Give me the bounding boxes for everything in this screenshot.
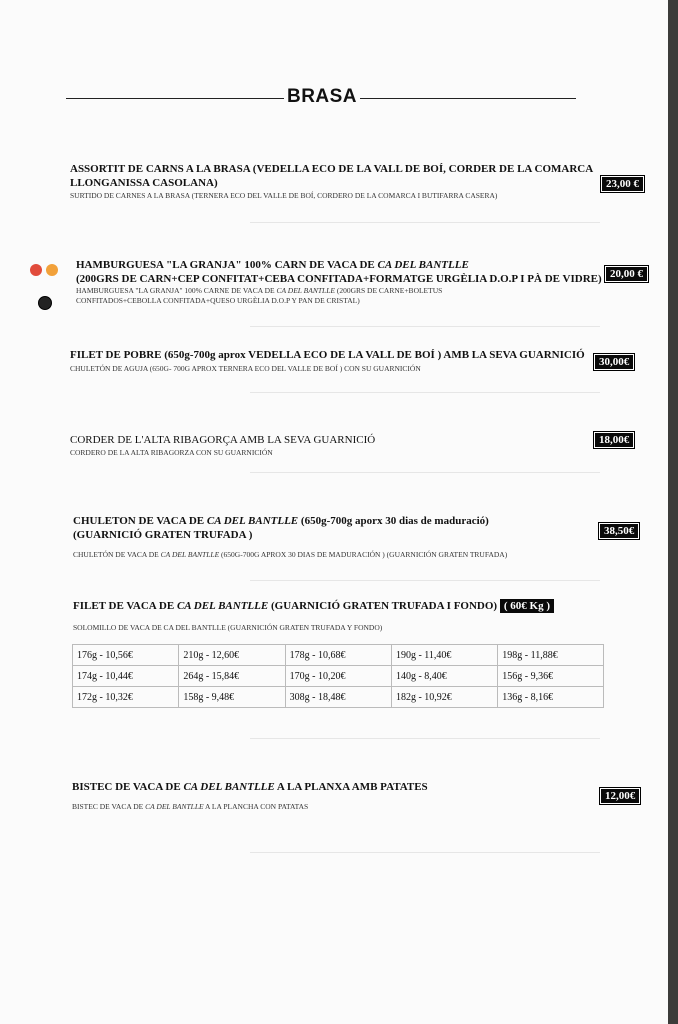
divider [250, 326, 600, 327]
desc-brand: CA DEL BANTLLE [276, 286, 335, 295]
allergen-red-icon [30, 264, 42, 276]
price-badge: 20,00 € [605, 266, 648, 282]
desc-part: CHULETÓN DE VACA DE [73, 550, 161, 559]
item-name-part: (650g-700g aporx 30 dias de maduració) [298, 515, 489, 527]
menu-item-bistec [72, 780, 642, 812]
table-cell: 198g - 11,88€ [498, 645, 604, 666]
section-header [66, 86, 576, 114]
item-name: FILET DE POBRE (650g-700g aprox VEDELLA ECO DE LA VALL DE BOÍ ) AMB LA SEVA GUARNICIÓ [70, 349, 585, 361]
menu-item-filet-pobre [70, 348, 640, 374]
table-row [73, 645, 604, 666]
table-cell: 308g - 18,48€ [285, 687, 391, 708]
allergen-icons [28, 262, 68, 312]
desc-brand: CA DEL BANTLLE [160, 550, 220, 559]
desc-part: (650G-700G APROX 30 DIAS DE MADURACIÓN ) (GUARNICIÓN GRATEN TRUFADA) [219, 550, 508, 559]
table-cell: 210g - 12,60€ [179, 645, 285, 666]
item-description: SURTIDO DE CARNES A LA BRASA (TERNERA ECO DEL VALLE DE BOÍ, CORDERO DE LA COMARCA I BUTIFARRA CASERA) [70, 191, 498, 200]
divider [250, 852, 600, 853]
table-cell: 156g - 9,36€ [498, 666, 604, 687]
item-description: CORDERO DE LA ALTA RIBAGORZA CON SU GUARNICIÓN [70, 448, 273, 457]
table-cell: 190g - 11,40€ [391, 645, 497, 666]
table-cell: 174g - 10,44€ [73, 666, 179, 687]
item-name-part: FILET DE VACA DE [73, 600, 177, 612]
item-name [76, 258, 646, 286]
price-badge: 18,00€ [594, 432, 634, 448]
item-name [72, 780, 642, 794]
table-cell: 176g - 10,56€ [73, 645, 179, 666]
desc-line2: CONFITADOS+CEBOLLA CONFITADA+QUESO URGÈLIA D.O.P Y PAN DE CRISTAL) [76, 296, 360, 305]
price-badge: 12,00€ [600, 788, 640, 804]
divider [250, 738, 600, 739]
table-cell: 264g - 15,84€ [179, 666, 285, 687]
allergen-orange-icon [46, 264, 58, 276]
desc-brand: CA DEL BANTLLE [145, 802, 204, 811]
divider [250, 392, 600, 393]
allergen-dark-icon [38, 296, 52, 310]
divider [250, 222, 600, 223]
desc-part: BISTEC DE VACA DE [72, 802, 146, 811]
table-cell: 178g - 10,68€ [285, 645, 391, 666]
item-description [73, 550, 643, 560]
item-name [73, 599, 643, 613]
desc-part: (200GRS DE CARNE+BOLETUS [334, 286, 443, 295]
table-cell: 170g - 10,20€ [285, 666, 391, 687]
price-per-kg-badge: ( 60€ Kg ) [500, 599, 554, 613]
weight-price-table [72, 644, 604, 708]
item-name-line2: LLONGANISSA CASOLANA) [70, 177, 218, 189]
item-name [73, 514, 643, 542]
item-name-part: CHULETON DE VACA DE [73, 515, 207, 527]
header-rule-left [66, 98, 284, 99]
item-name-line2: (GUARNICIÓ GRATEN TRUFADA ) [73, 529, 253, 541]
item-name-part: HAMBURGUESA "LA GRANJA" 100% CARN DE VACA DE [76, 259, 378, 271]
table-row [73, 687, 604, 708]
item-name-brand: CA DEL BANTLLE [183, 781, 275, 793]
menu-item-assortit [70, 162, 640, 201]
header-rule-right [360, 98, 576, 99]
item-description: SOLOMILLO DE VACA DE CA DEL BANTLLE (GUARNICIÓN GRATEN TRUFADA Y FONDO) [73, 623, 383, 632]
table-cell: 182g - 10,92€ [391, 687, 497, 708]
table-row [73, 666, 604, 687]
item-name: CORDER DE L'ALTA RIBAGORÇA AMB LA SEVA GUARNICIÓ [70, 434, 376, 446]
item-name-line1: ASSORTIT DE CARNS A LA BRASA (VEDELLA ECO DE LA VALL DE BOÍ, CORDER DE LA COMARCA [70, 163, 594, 175]
menu-item-corder [70, 433, 640, 458]
item-name-brand: CA DEL BANTLLE [206, 515, 299, 527]
item-description: CHULETÓN DE AGUJA (650G- 700G APROX TERNERA ECO DEL VALLE DE BOÍ ) CON SU GUARNICIÓN [70, 364, 421, 373]
menu-item-hamburguesa [76, 258, 646, 306]
price-badge: 30,00€ [594, 354, 634, 370]
item-name-brand: CA DEL BANTLLE [176, 600, 269, 612]
item-description [76, 286, 646, 306]
item-name-brand: CA DEL BANTLLE [377, 259, 469, 271]
desc-part: HAMBURGUESA "LA GRANJA" 100% CARNE DE VACA DE [76, 286, 277, 295]
item-name-part: BISTEC DE VACA DE [72, 781, 184, 793]
desc-part: A LA PLANCHA CON PATATAS [203, 802, 309, 811]
section-title: BRASA [286, 86, 358, 107]
menu-item-chuleton [73, 514, 643, 560]
item-name-part: A LA PLANXA AMB PATATES [274, 781, 428, 793]
table-cell: 140g - 8,40€ [391, 666, 497, 687]
table-cell: 172g - 10,32€ [73, 687, 179, 708]
divider [250, 472, 600, 473]
divider [250, 580, 600, 581]
menu-item-filet-vaca [73, 599, 643, 633]
price-badge: 38,50€ [599, 523, 639, 539]
item-name-line2: (200GRS DE CARN+CEP CONFITAT+CEBA CONFITADA+FORMATGE URGÈLIA D.O.P I PÀ DE VIDRE) [76, 273, 602, 285]
item-description [72, 802, 642, 812]
table-cell: 136g - 8,16€ [498, 687, 604, 708]
price-badge: 23,00 € [601, 176, 644, 192]
table-cell: 158g - 9,48€ [179, 687, 285, 708]
item-name [70, 162, 640, 190]
item-name-part: (GUARNICIÓ GRATEN TRUFADA I FONDO) [268, 600, 500, 612]
